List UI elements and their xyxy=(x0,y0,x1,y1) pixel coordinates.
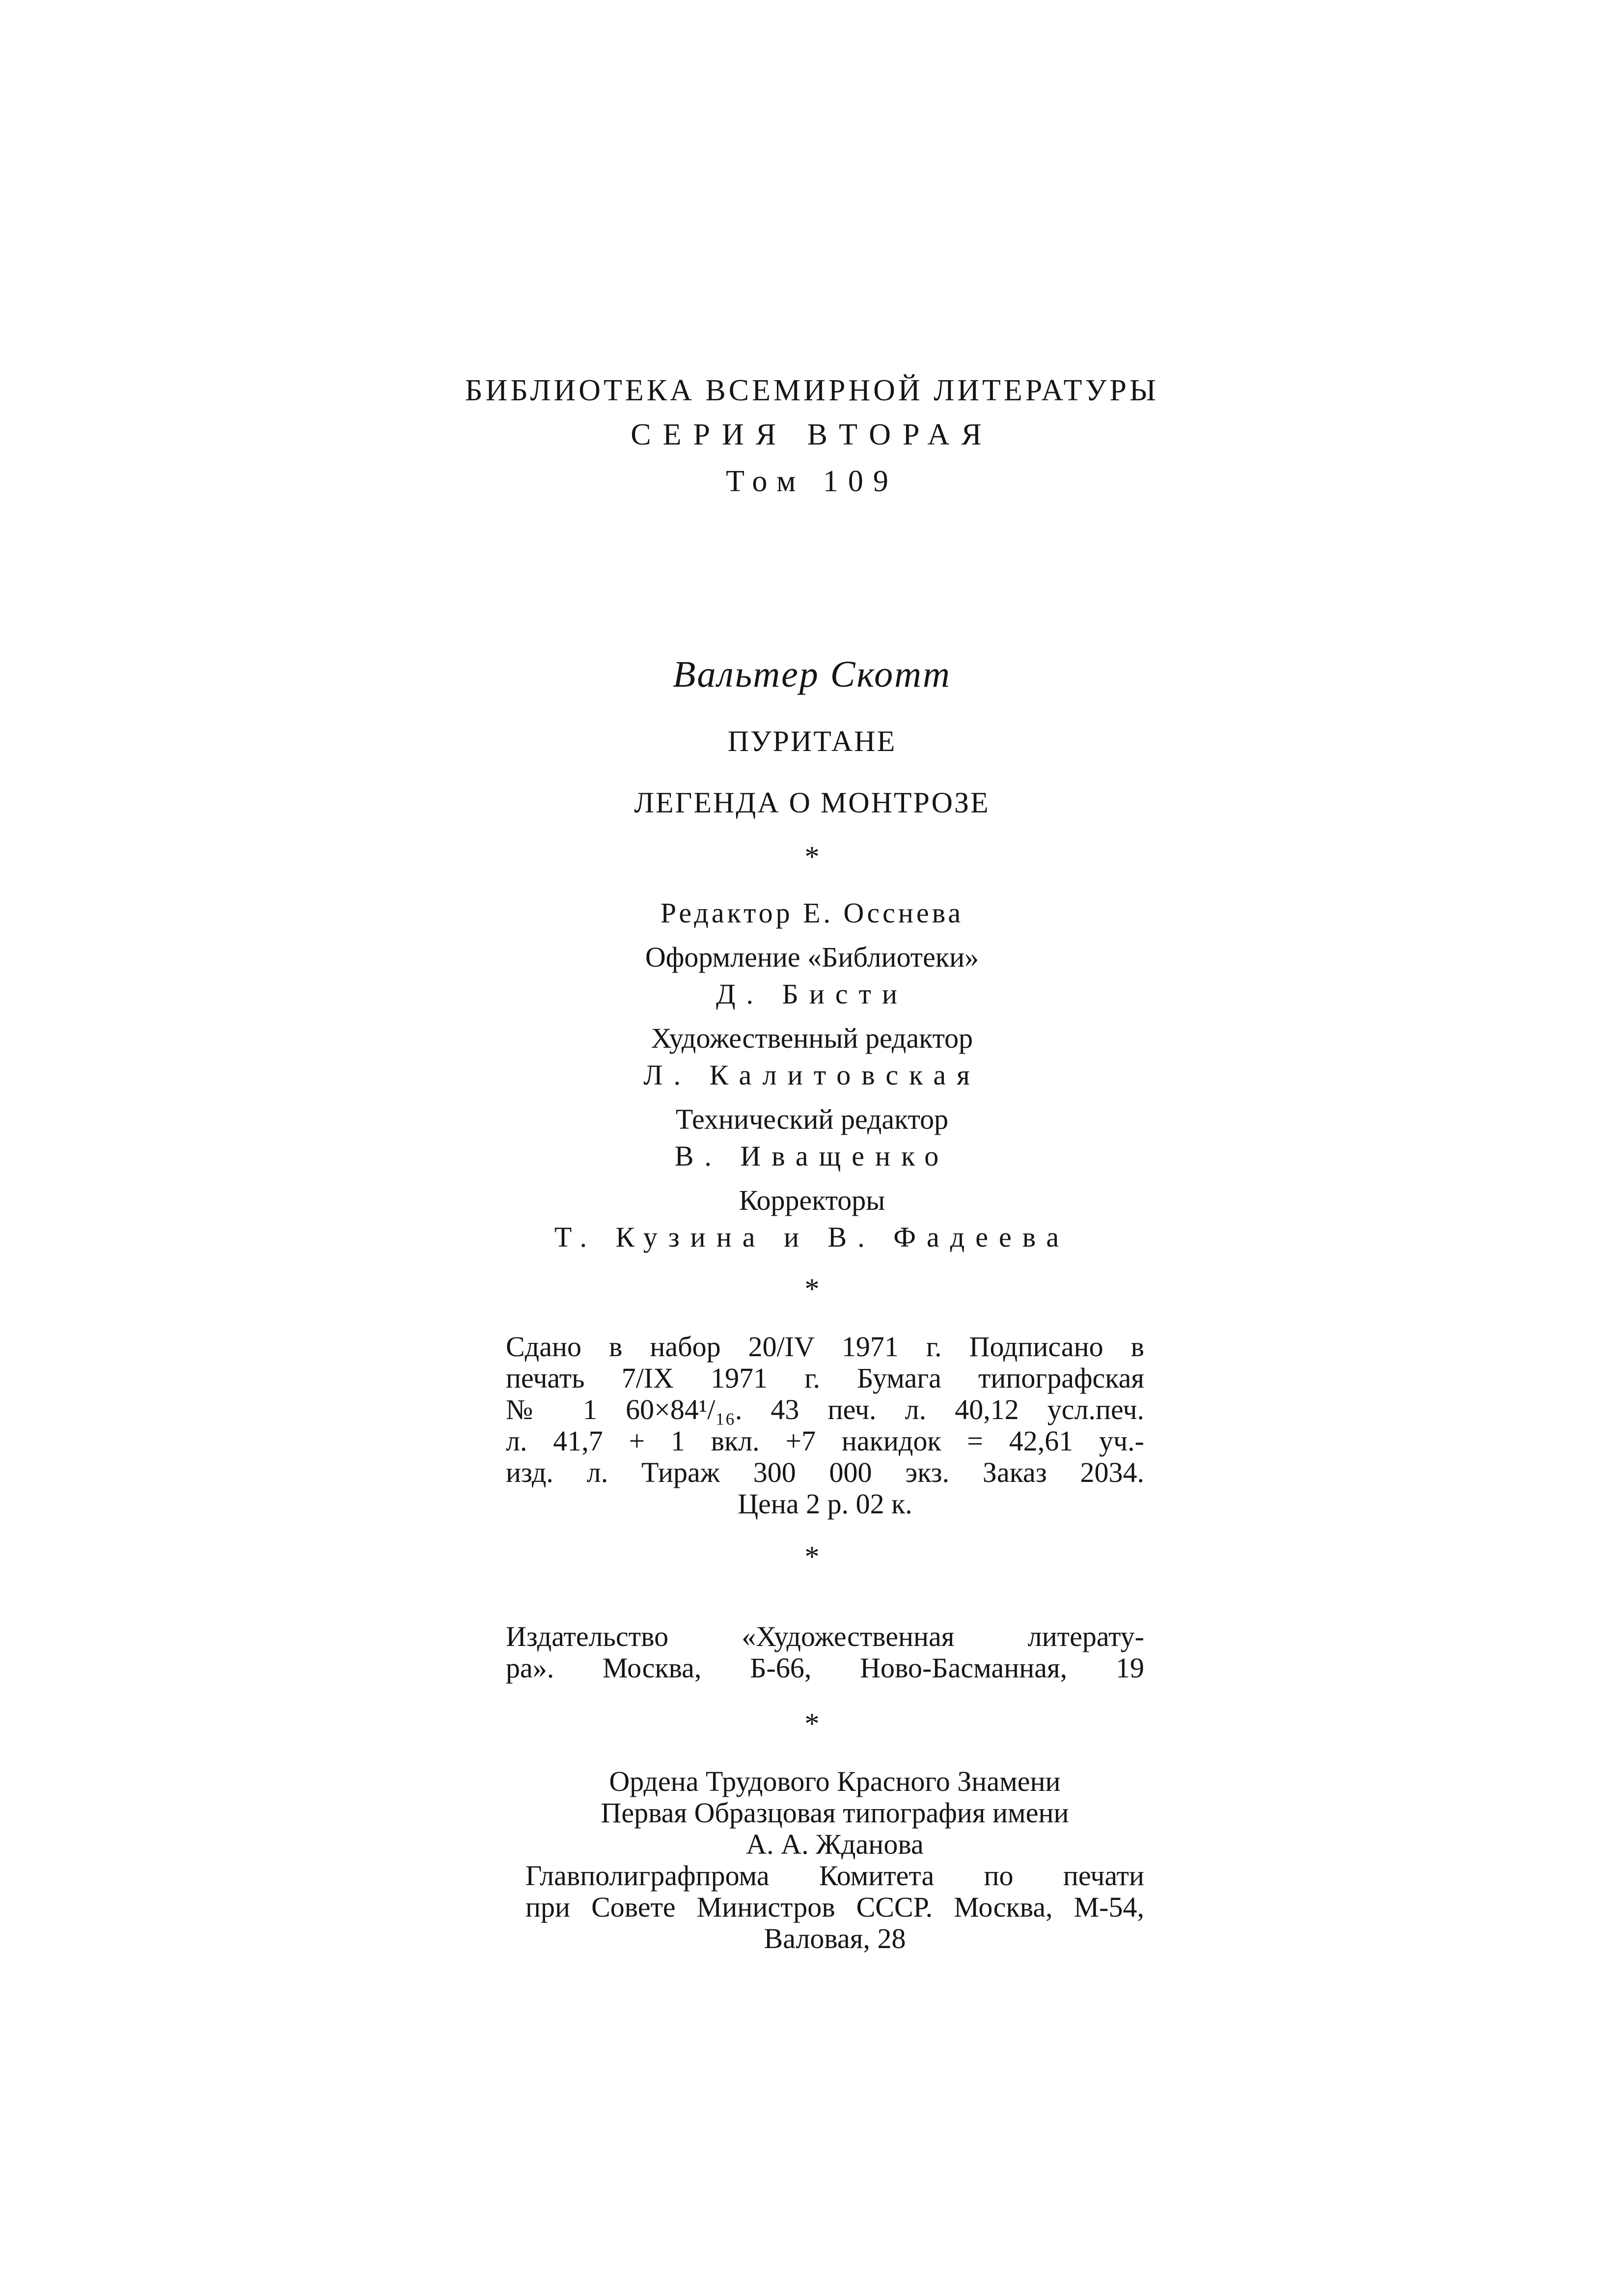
series-title: БИБЛИОТЕКА ВСЕМИРНОЙ ЛИТЕРАТУРЫ xyxy=(465,374,1159,407)
imprint-line: № 1 60×84¹/₁₆. 43 печ. л. 40,12 усл.печ. xyxy=(506,1394,1144,1425)
separator-star: * xyxy=(804,840,820,873)
design-role: Оформление «Библиотеки» xyxy=(645,941,979,973)
printer-line: Главполиграфпрома Комитета по печати xyxy=(525,1860,1144,1892)
tech-editor-role: Технический редактор xyxy=(675,1103,949,1135)
work-title-1: ПУРИТАНЕ xyxy=(727,725,897,757)
printer-line: А. А. Жданова xyxy=(746,1828,924,1860)
proofreaders-role: Корректоры xyxy=(739,1184,885,1216)
series-subtitle: СЕРИЯ ВТОРАЯ xyxy=(631,418,993,451)
printer-line: при Совете Министров СССР. Москва, М-54, xyxy=(525,1891,1144,1923)
separator-star: * xyxy=(804,1273,820,1305)
separator-star: * xyxy=(804,1540,820,1573)
tech-editor-name: В. Иващенко xyxy=(674,1140,950,1172)
imprint-price: Цена 2 р. 02 к. xyxy=(738,1488,912,1520)
art-editor-name: Л. Калитовская xyxy=(643,1059,981,1091)
publisher-block xyxy=(506,1621,1144,1684)
imprint-line: изд. л. Тираж 300 000 экз. Заказ 2034. xyxy=(506,1456,1144,1488)
volume-number: Том 109 xyxy=(726,465,898,498)
printer-block xyxy=(525,1766,1144,1954)
author-name: Вальтер Скотт xyxy=(673,654,951,695)
publisher-line: Издательство «Художественная литерату- xyxy=(506,1620,1144,1652)
separator-star: * xyxy=(804,1707,820,1740)
design-name: Д. Бисти xyxy=(716,978,908,1010)
art-editor-role: Художественный редактор xyxy=(651,1022,973,1054)
work-title-2: ЛЕГЕНДА О МОНТРОЗЕ xyxy=(634,786,990,819)
imprint-line: Сдано в набор 20/IV 1971 г. Подписано в xyxy=(506,1331,1144,1363)
imprint-line: печать 7/IX 1971 г. Бумага типографская xyxy=(506,1362,1144,1394)
imprint-block xyxy=(506,1331,1144,1520)
printer-line: Ордена Трудового Красного Знамени xyxy=(609,1765,1061,1797)
printer-line: Валовая, 28 xyxy=(764,1923,906,1954)
editor-credit: Редактор Е. Осснева xyxy=(660,897,964,929)
printer-line: Первая Образцовая типография имени xyxy=(601,1797,1069,1829)
imprint-line: л. 41,7 + 1 вкл. +7 накидок = 42,61 уч.- xyxy=(506,1425,1144,1457)
publisher-line: ра». Москва, Б-66, Ново-Басманная, 19 xyxy=(506,1652,1144,1684)
proofreaders-names: Т. Кузина и В. Фадеева xyxy=(554,1221,1070,1253)
